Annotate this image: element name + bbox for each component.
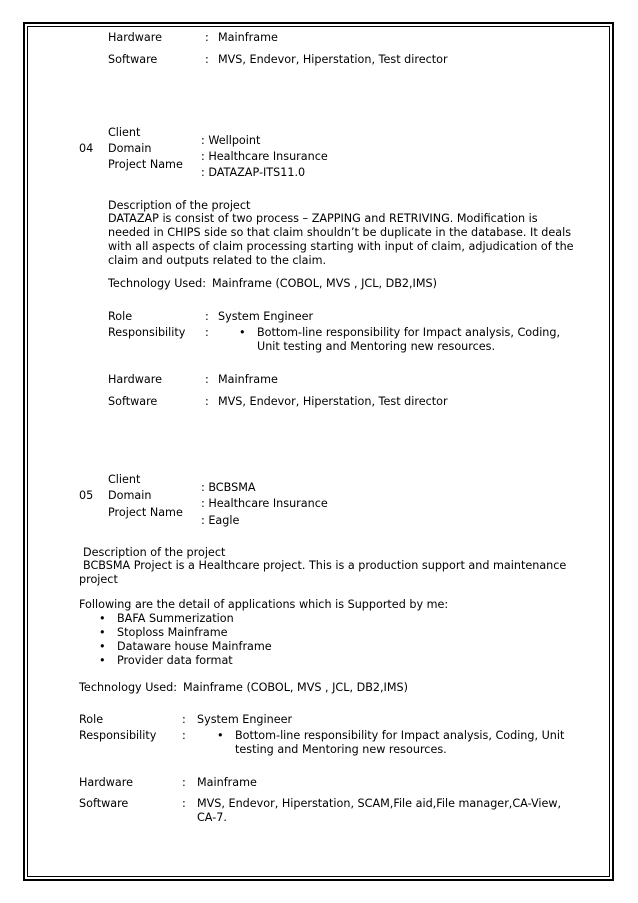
domain-value: : Healthcare Insurance <box>201 150 328 163</box>
role-value: System Engineer <box>197 713 293 726</box>
client-label: Client <box>108 473 141 486</box>
software-value: MVS, Endevor, Hiperstation, SCAM,File aid,File manager,CA-View, CA-7. <box>197 797 562 824</box>
colon: : <box>205 395 209 408</box>
technology-value: Mainframe (COBOL, MVS , JCL, DB2,IMS) <box>212 277 437 290</box>
description-heading: Description of the project <box>83 546 226 559</box>
colon: : <box>182 729 186 742</box>
role-value: System Engineer <box>218 310 314 323</box>
hardware-label: Hardware <box>108 31 163 44</box>
colon: : <box>205 53 209 66</box>
software-label: Software <box>79 797 129 810</box>
hardware-label: Hardware <box>79 776 134 789</box>
colon: : <box>205 310 209 323</box>
colon: : <box>182 797 186 810</box>
domain-value: : Healthcare Insurance <box>201 497 328 510</box>
application-item: • Stoploss Mainframe <box>117 626 227 640</box>
colon: : <box>205 373 209 386</box>
role-label: Role <box>79 713 104 726</box>
application-item: • Dataware house Mainframe <box>117 640 272 654</box>
software-label: Software <box>108 395 158 408</box>
domain-label: Domain <box>108 489 152 502</box>
domain-label: Domain <box>108 142 152 155</box>
project-description: BCBSMA Project is a Healthcare project. This is a production support and maintenance project <box>79 559 567 586</box>
hardware-label: Hardware <box>108 373 163 386</box>
project-number: 05 <box>79 489 94 502</box>
software-value: MVS, Endevor, Hiperstation, Test director <box>218 53 448 66</box>
hardware-value: Mainframe <box>197 776 257 789</box>
application-item: • Provider data format <box>117 654 233 668</box>
responsibility-label: Responsibility <box>108 326 186 339</box>
project-number: 04 <box>79 142 94 155</box>
project-description: DATAZAP is consist of two process – ZAPPING and RETRIVING. Modification is needed in CHIPS side so that claim shouldn’t be duplicate in the database. It deals with all aspects of claim processing starting with input of claim, adjudication of the claim and outputs related to the claim. <box>108 212 574 267</box>
technology-label: Technology Used: <box>79 681 177 694</box>
software-label: Software <box>108 53 158 66</box>
colon: : <box>182 776 186 789</box>
client-value: : BCBSMA <box>201 481 256 494</box>
client-label: Client <box>108 126 141 139</box>
hardware-value: Mainframe <box>218 31 278 44</box>
role-label: Role <box>108 310 133 323</box>
project-name-label: Project Name <box>108 158 183 171</box>
project-name-value: : DATAZAP-ITS11.0 <box>201 166 306 179</box>
responsibility-item: • Bottom-line responsibility for Impact analysis, Coding, Unit testing and Mentoring new resources. <box>235 729 565 757</box>
project-name-value: : Eagle <box>201 514 240 527</box>
description-heading: Description of the project <box>108 199 251 212</box>
client-value: : Wellpoint <box>201 134 261 147</box>
colon: : <box>205 31 209 44</box>
applications-intro: Following are the detail of applications which is Supported by me: <box>79 598 449 611</box>
colon: : <box>182 713 186 726</box>
application-item: • BAFA Summerization <box>117 612 234 626</box>
technology-value: Mainframe (COBOL, MVS , JCL, DB2,IMS) <box>183 681 408 694</box>
responsibility-label: Responsibility <box>79 729 157 742</box>
software-value: MVS, Endevor, Hiperstation, Test director <box>218 395 448 408</box>
responsibility-item: • Bottom-line responsibility for Impact analysis, Coding, Unit testing and Mentoring new resources. <box>257 326 567 354</box>
colon: : <box>205 326 209 339</box>
hardware-value: Mainframe <box>218 373 278 386</box>
technology-label: Technology Used: <box>108 277 206 290</box>
project-name-label: Project Name <box>108 506 183 519</box>
